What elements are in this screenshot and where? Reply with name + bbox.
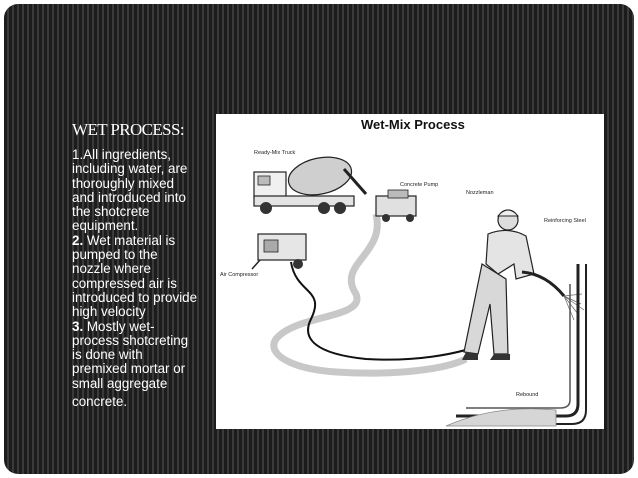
point-3-text: Mostly wet-process shotcreting is done with premixed mortar or small aggregate (72, 318, 189, 391)
wet-mix-figure (216, 114, 604, 429)
label-reinforcing-steel: Reinforcing Steel (544, 218, 586, 224)
point-3-last-line: concrete. (72, 394, 128, 410)
point-1-text: All ingredients, including water, are thoroughly mixed and introduced into the shotcrete equipment. (72, 147, 188, 234)
label-rebound: Rebound (516, 392, 539, 398)
text-column (72, 120, 198, 413)
nozzleman-icon (462, 210, 564, 360)
point-3 (72, 320, 198, 391)
air-hose (291, 262, 478, 360)
figure-title: Wet-Mix Process (361, 117, 465, 132)
wet-mix-illustration (216, 114, 604, 429)
concrete-pump-icon (376, 190, 416, 222)
point-2-text: Wet material is pumped to the nozzle where compressed air is introduced to provide high velocity (72, 232, 198, 320)
label-air-compressor: Air Compressor (220, 272, 259, 278)
label-ready-mix-truck: Ready-Mix Truck (254, 150, 296, 156)
spray-icon (564, 294, 584, 320)
label-nozzleman: Nozzleman (466, 190, 494, 196)
point-2-number: 2. (72, 232, 84, 248)
slide-heading: WET PROCESS: (72, 120, 184, 139)
point-1-number: 1. (72, 147, 84, 162)
point-3-number: 3. (72, 318, 84, 334)
ready-mix-truck-icon (254, 152, 366, 214)
slide (4, 4, 634, 474)
point-1 (72, 148, 198, 234)
label-concrete-pump: Concrete Pump (400, 182, 439, 188)
point-2 (72, 234, 198, 320)
air-compressor-icon (252, 234, 306, 269)
